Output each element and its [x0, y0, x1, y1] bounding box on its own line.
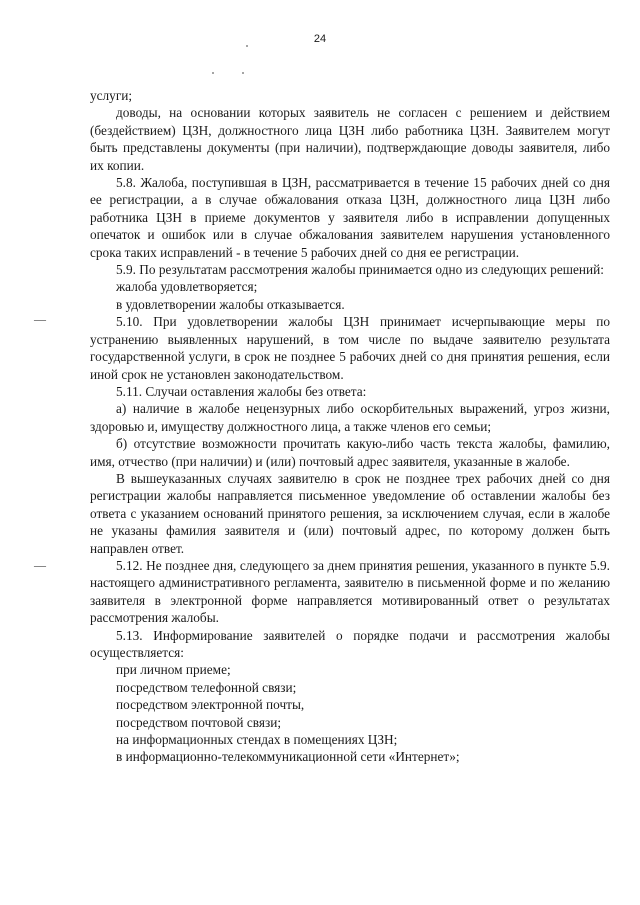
paragraph: при личном приеме;: [116, 662, 231, 678]
paragraph: б) отсутствие возможности прочитать какую-либо часть текста жалобы, фамилию, имя, отчество (при наличии) и (или) почтовый адрес заявителя, указанные в жалобе.: [90, 436, 610, 469]
paragraph: на информационных стендах в помещениях ЦЗН;: [116, 732, 398, 748]
paragraph: 5.12. Не позднее дня, следующего за днем принятия решения, указанного в пункте 5.9. настоящего административного регламента, заявителю в письменной форме и по желанию заявителя в электронной форме направляется мотивированный ответ о результатах рассмотрения жалобы.: [90, 557, 610, 626]
paragraph: 5.13. Информирование заявителей о порядке подачи и рассмотрения жалобы осуществляется:: [90, 627, 610, 660]
paragraph: В вышеуказанных случаях заявителю в срок не позднее трех рабочих дней со дня регистрации жалобы направляется письменное уведомление об оставлении жалобы без ответа с указанием оснований принятого решения, за исключением случая, если в жалобе не указаны фамилия заявителя и (или) почтовый адрес, по которому должен быть направлен ответ.: [90, 470, 610, 556]
margin-dash-mark: —: [34, 558, 46, 572]
paragraph: в удовлетворении жалобы отказывается.: [116, 296, 345, 312]
document-body: [90, 87, 610, 766]
paragraph: посредством электронной почты,: [116, 697, 305, 713]
paragraph: 5.9. По результатам рассмотрения жалобы принимается одно из следующих решений:: [116, 262, 604, 278]
paragraph: доводы, на основании которых заявитель не согласен с решением и действием (бездействием) ЦЗН, должностного лица ЦЗН либо работника ЦЗН. Заявителем могут быть представлены документы (при наличии), подтверждающие доводы заявителя, либо их копии.: [90, 105, 610, 173]
paragraph: 5.10. При удовлетворении жалобы ЦЗН принимает исчерпывающие меры по устранению выявленных нарушений, в том числе по выдаче заявителю результата государственной услуги, в срок не позднее 5 рабочих дней со дня принятия решения, если иной срок не установлен законодательством.: [90, 314, 610, 382]
paragraph: 5.11. Случаи оставления жалобы без ответа:: [116, 383, 367, 399]
margin-dash-mark: —: [34, 312, 46, 326]
paragraph: посредством почтовой связи;: [116, 714, 282, 730]
scan-speck: [212, 72, 214, 74]
page-number: 24: [313, 33, 327, 45]
paragraph: посредством телефонной связи;: [116, 679, 297, 695]
paragraph: услуги;: [90, 88, 133, 103]
paragraph: жалоба удовлетворяется;: [116, 279, 258, 295]
scan-speck: [246, 45, 248, 47]
paragraph: а) наличие в жалобе нецензурных либо оскорбительных выражений, угроз жизни, здоровью и, имуществу должностного лица, а также членов его семьи;: [90, 401, 610, 434]
paragraph: 5.8. Жалоба, поступившая в ЦЗН, рассматривается в течение 15 рабочих дней со дня ее регистрации, а в случае обжалования отказа ЦЗН, должностного лица ЦЗН либо работника ЦЗН в приеме документов у заявителя либо в исправлении допущенных опечаток и ошибок или в случае обжалования заявителем нарушения установленного срока таких исправлений - в течение 5 рабочих дней со дня ее регистрации.: [90, 175, 610, 260]
paragraph: в информационно-телекоммуникационной сети «Интернет»;: [116, 749, 460, 765]
scan-speck: [242, 72, 244, 74]
